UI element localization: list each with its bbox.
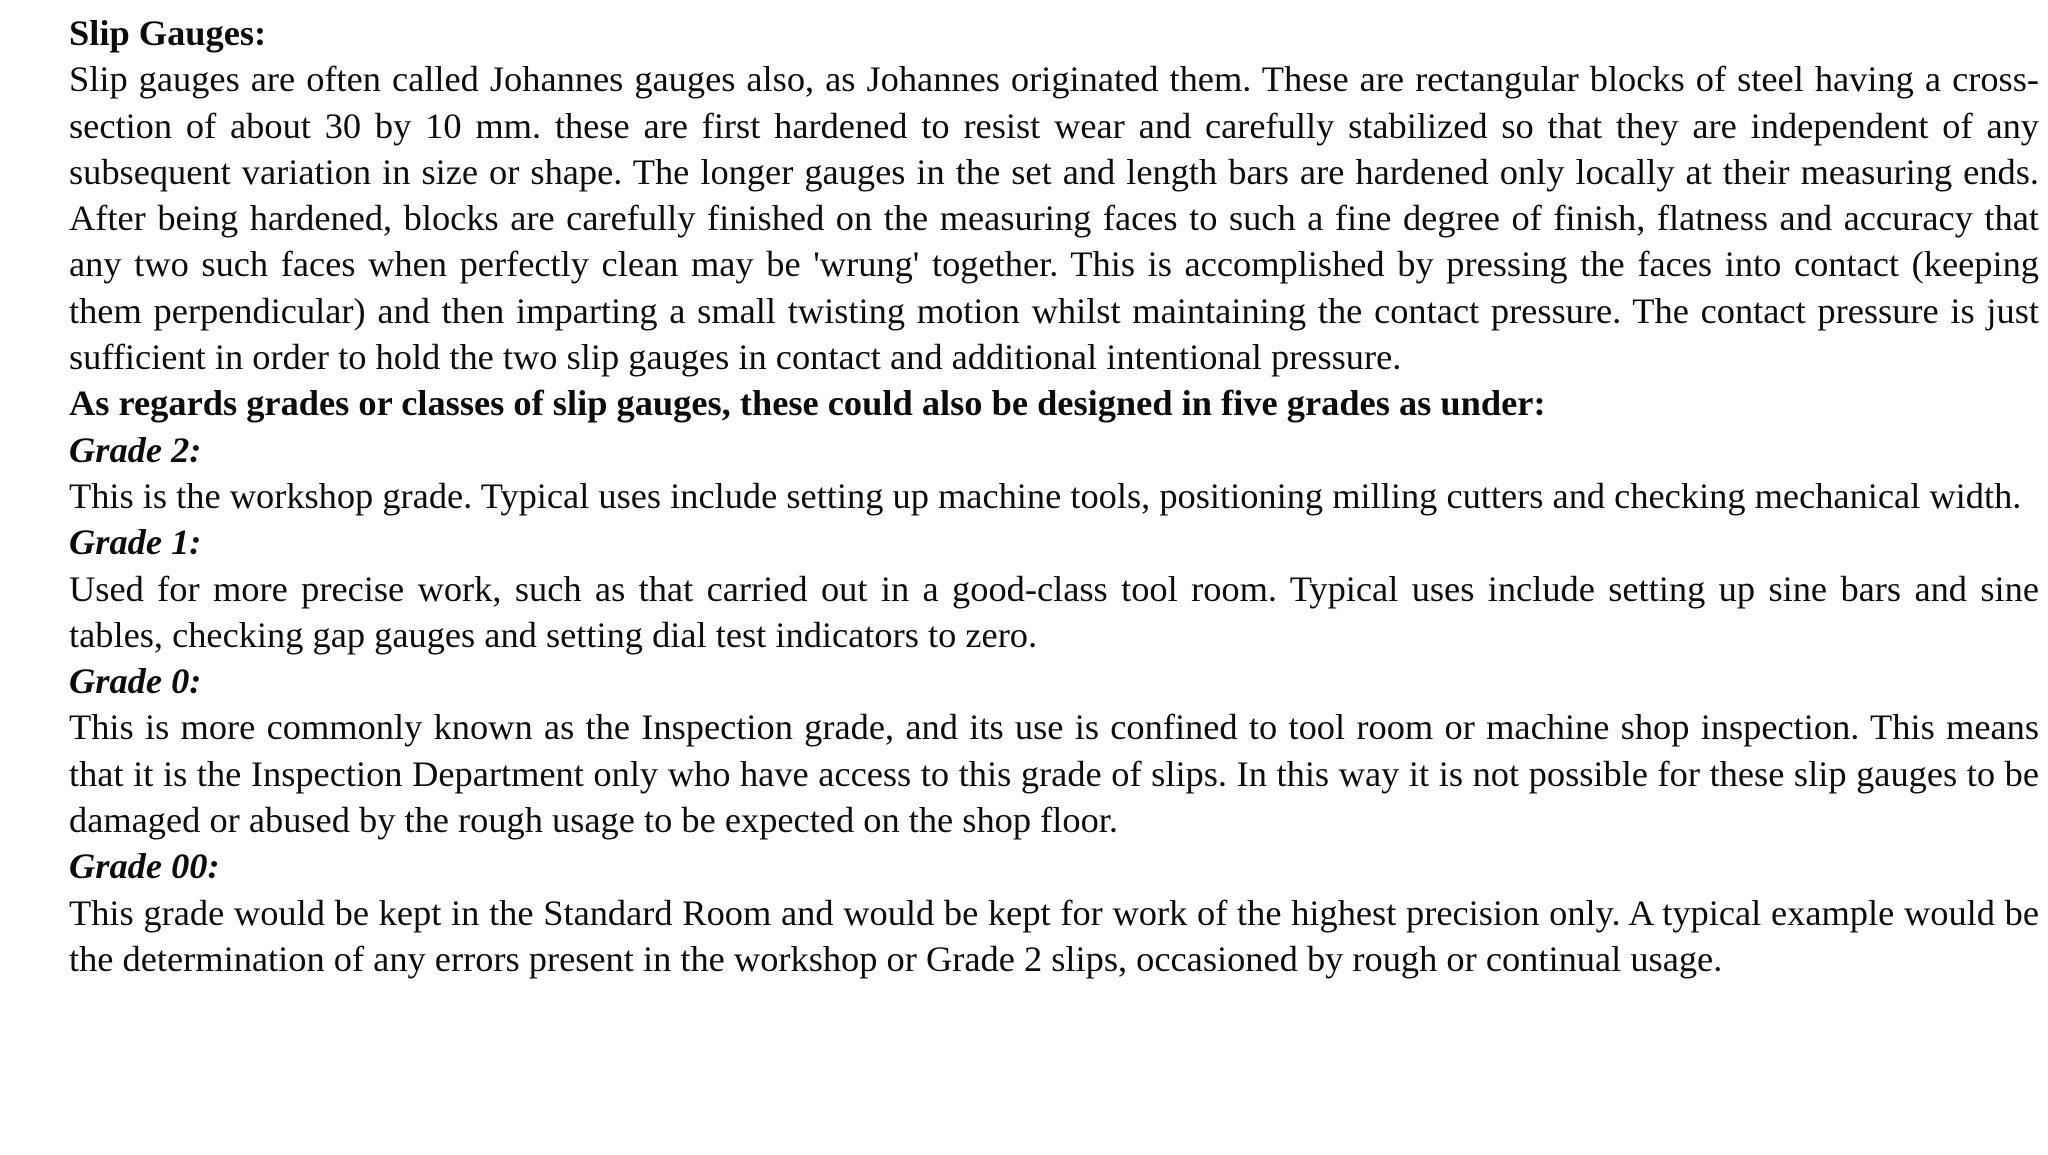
- document-body: [69, 10, 2039, 982]
- grade-0-description: This is more commonly known as the Inspection grade, and its use is confined to tool room or machine shop inspection. This means that it is the Inspection Department only who have access to this grade of slips. In this way it is not possible for these slip gauges to be damaged or abused by the rough usage to be expected on the shop floor.: [69, 707, 2039, 841]
- grade-0-heading: Grade 0:: [69, 661, 202, 702]
- grade-2-description: This is the workshop grade. Typical uses include setting up machine tools, positioning milling cutters and checking mechanical width.: [69, 475, 2022, 516]
- grade-00-description: This grade would be kept in the Standard Room and would be kept for work of the highest precision only. A typical example would be the determination of any errors present in the workshop or Grade 2 slips, occasioned by rough or continual usage.: [69, 892, 2039, 979]
- grade-1-heading: Grade 1:: [69, 522, 202, 563]
- grades-heading: As regards grades or classes of slip gauges, these could also be designed in five grades as under:: [69, 383, 1546, 424]
- grade-00-heading: Grade 00:: [69, 846, 220, 887]
- section-title: Slip Gauges:: [69, 13, 267, 53]
- grade-2-heading: Grade 2:: [69, 429, 202, 470]
- intro-paragraph: Slip gauges are often called Johannes gauges also, as Johannes originated them. These are rectangular blocks of steel having a cross- section of about 30 by 10 mm. these are first hardened to resist wear and carefully stabilized so that they are independent of any subsequent variation in size or shape. The longer gauges in the set and length bars are hardened only locally at their measuring ends. After being hardened, blocks are carefully finished on the measuring faces to such a fine degree of finish, flatness and accuracy that any two such faces when perfectly clean may be 'wrung' together. This is accomplished by pressing the faces into contact (keeping them perpendicular) and then imparting a small twisting motion whilst maintaining the contact pressure. The contact pressure is just sufficient in order to hold the two slip gauges in contact and additional intentional pressure.: [69, 59, 2039, 378]
- grade-1-description: Used for more precise work, such as that carried out in a good-class tool room. Typical uses include setting up sine bars and sine tables, checking gap gauges and setting dial test indicators to zero.: [69, 568, 2039, 655]
